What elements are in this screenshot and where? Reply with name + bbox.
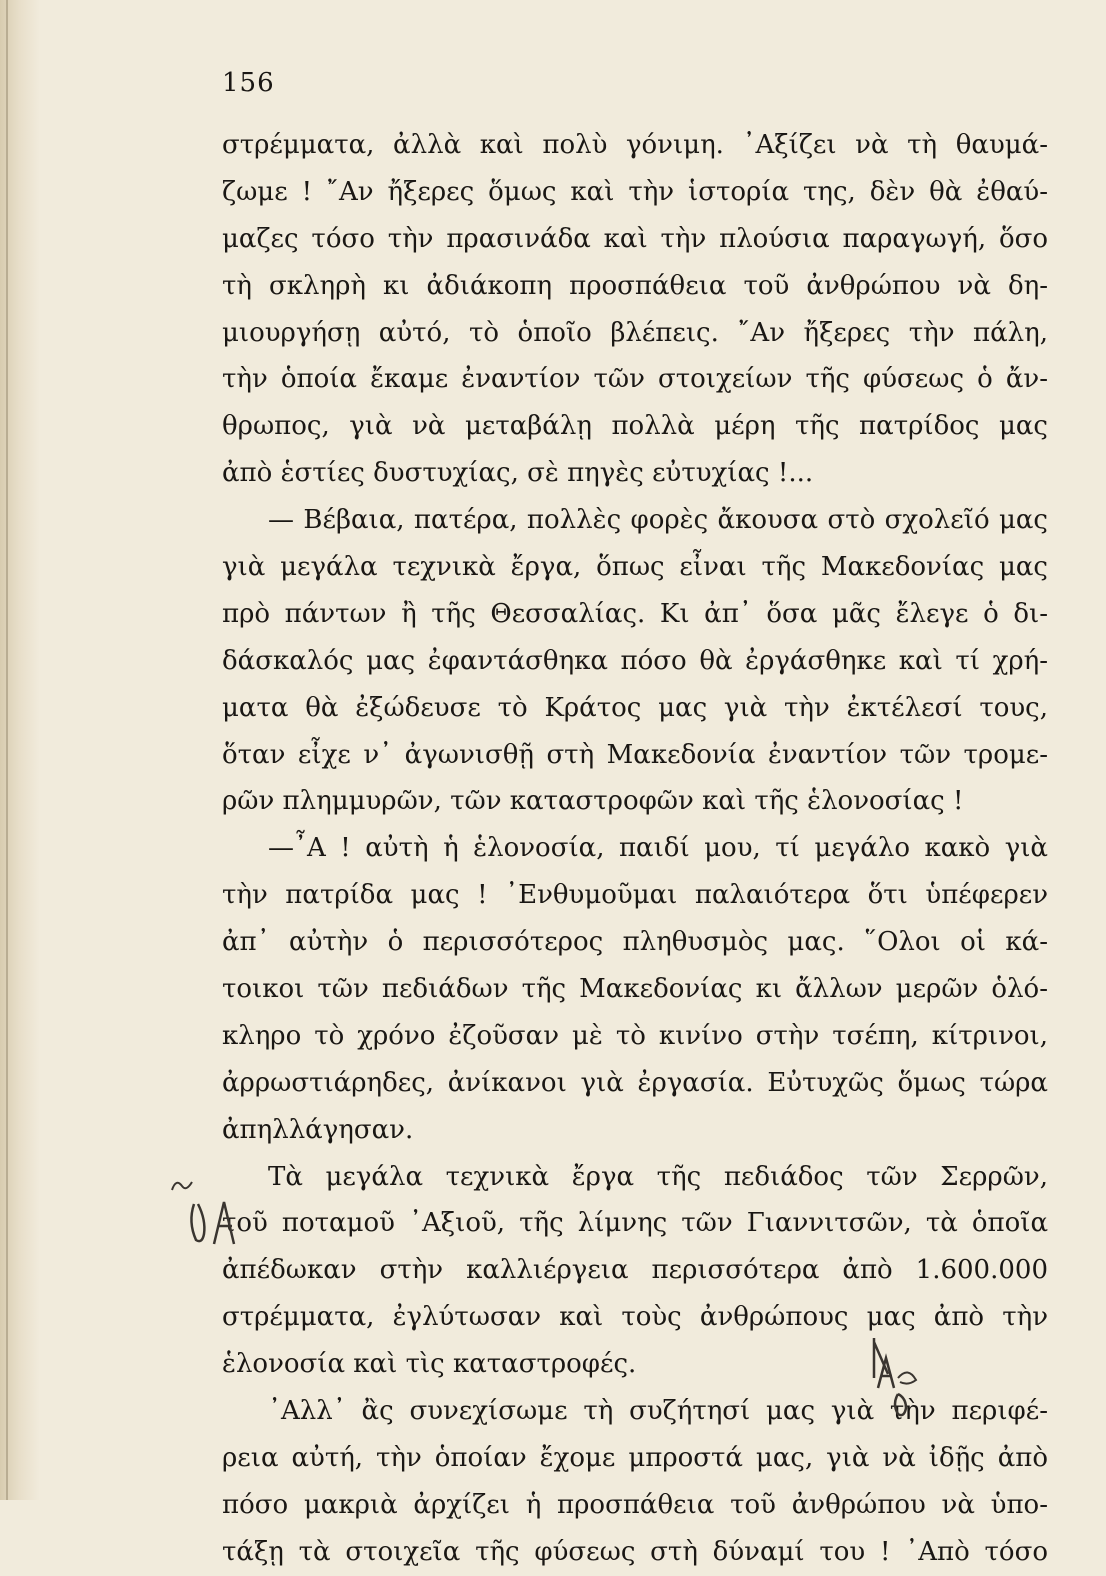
text-line: στρέμματα, ἐγλύτωσαν καὶ τοὺς ἀνθρώπους μας ἀπὸ τὴν [222, 1302, 1048, 1333]
text-line: μιουργήσῃ αὐτό, τὸ ὁποῖο βλέπεις. ῎Αν ἤξερες τὴν πάλη, [222, 317, 1048, 348]
text-line: ἑλονοσία καὶ τὶς καταστροφές. [222, 1349, 637, 1380]
text-line: δάσκαλός μας ἐφαντάσθηκα πόσο θὰ ἐργάσθηκε καὶ τί χρή- [222, 645, 1048, 676]
text-line: ἀπέδωκαν στὴν καλλιέργεια περισσότερα ἀπὸ 1.600.000 [222, 1255, 1048, 1286]
text-line: ἀπὸ ἑστίες δυστυχίας, σὲ πηγὲς εὐτυχίας !... [222, 458, 814, 489]
text-line: ἀρρωστιάρηδες, ἀνίκανοι γιὰ ἐργασία. Εὐτυχῶς ὅμως τώρα [222, 1067, 1048, 1098]
text-line: τὴν ὁποία ἔκαμε ἐναντίον τῶν στοιχείων τῆς φύσεως ὁ ἄν- [222, 364, 1048, 395]
text-line: ἀπ᾽ αὐτὴν ὁ περισσότερος πληθυσμὸς μας. ῞Ολοι οἱ κά- [222, 927, 1048, 958]
text-line: πόσο μακριὰ ἀρχίζει ἡ προσπάθεια τοῦ ἀνθρώπου νὰ ὑπο- [222, 1489, 1048, 1520]
text-line: —῏Α ! αὐτὴ ἡ ἑλονοσία, παιδί μου, τί μεγάλο κακὸ γιὰ [268, 833, 1048, 864]
text-line: τὴν πατρίδα μας ! ᾽Ενθυμοῦμαι παλαιότερα ὅτι ὑπέφερεν [222, 880, 1048, 911]
binding-edge-line [6, 0, 8, 1500]
text-line: ᾽Αλλ᾽ ἂς συνεχίσωμε τὴ συζήτησί μας γιὰ τὴν περιφέ- [268, 1396, 1048, 1427]
text-line: ἀπηλλάγησαν. [222, 1114, 414, 1145]
text-line: κληρο τὸ χρόνο ἐζοῦσαν μὲ τὸ κινίνο στὴν τσέπη, κίτρινοι, [222, 1020, 1048, 1051]
text-line: ρῶν πλημμυρῶν, τῶν καταστροφῶν καὶ τῆς ἑλονοσίας ! [222, 786, 964, 817]
text-line: τὴ σκληρὴ κι ἀδιάκοπη προσπάθεια τοῦ ἀνθρώπου νὰ δη- [222, 270, 1048, 301]
text-line: τοῦ ποταμοῦ ᾽Αξιοῦ, τῆς λίμνης τῶν Γιαννιτσῶν, τὰ ὁποῖα [222, 1208, 1048, 1239]
text-line: — Βέβαια, πατέρα, πολλὲς φορὲς ἄκουσα στὸ σχολεῖό μας [268, 505, 1048, 536]
text-line: γιὰ μεγάλα τεχνικὰ ἔργα, ὅπως εἶναι τῆς Μακεδονίας μας [222, 552, 1048, 583]
page-binding-shadow [0, 0, 40, 1500]
text-line: θρωπος, γιὰ νὰ μεταβάλῃ πολλὰ μέρη τῆς πατρίδος μας [222, 411, 1048, 442]
text-line: ματα θὰ ἐξώδευσε τὸ Κράτος μας γιὰ τὴν ἐκτέλεσί τους, [222, 692, 1048, 723]
page-number: 156 [222, 68, 275, 98]
text-line: μαζες τόσο τὴν πρασινάδα καὶ τὴν πλούσια παραγωγή, ὅσο [222, 223, 1048, 254]
text-line: στρέμματα, ἀλλὰ καὶ πολὺ γόνιμη. ᾽Αξίζει νὰ τὴ θαυμά- [222, 130, 1048, 160]
text-line: πρὸ πάντων ἢ τῆς Θεσσαλίας. Κι ἀπ᾽ ὅσα μᾶς ἔλεγε ὁ δι- [222, 598, 1048, 629]
text-line: Τὰ μεγάλα τεχνικὰ ἔργα τῆς πεδιάδος τῶν Σερρῶν, [268, 1161, 1048, 1192]
text-line: ὅταν εἶχε ν᾽ ἀγωνισθῇ στὴ Μακεδονία ἐναντίον τῶν τρομε- [222, 739, 1048, 770]
text-line: ζωμε ! ῎Αν ἤξερες ὅμως καὶ τὴν ἱστορία της, δὲν θὰ ἐθαύ- [222, 176, 1048, 207]
text-line: ρεια αὐτή, τὴν ὁποίαν ἔχομε μπροστά μας, γιὰ νὰ ἰδῇς ἀπὸ [222, 1442, 1048, 1473]
text-line: τάξῃ τὰ στοιχεῖα τῆς φύσεως στὴ δύναμί του ! ᾽Απὸ τόσο [222, 1536, 1048, 1567]
handwritten-margin-mark [868, 1328, 938, 1425]
handwritten-margin-mark [186, 1194, 246, 1260]
text-line: τοικοι τῶν πεδιάδων τῆς Μακεδονίας κι ἄλλων μερῶν ὁλό- [222, 974, 1048, 1005]
